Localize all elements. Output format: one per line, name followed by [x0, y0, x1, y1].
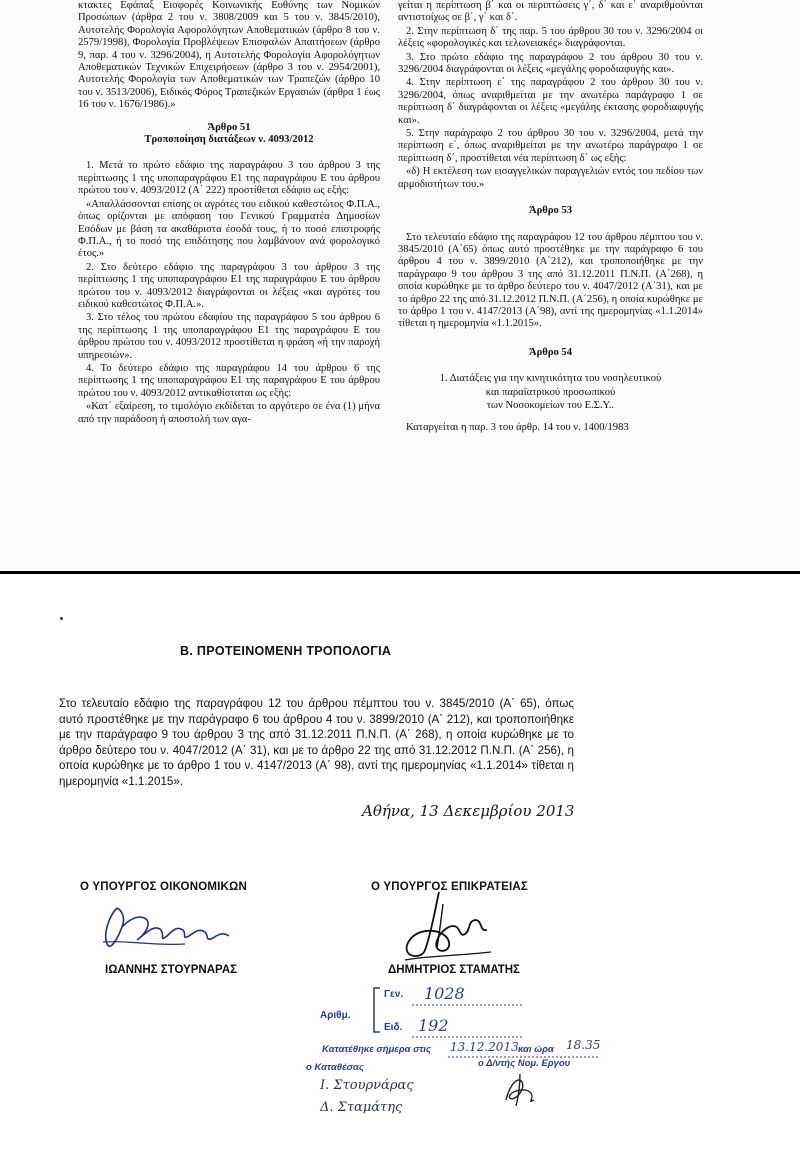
article-54-heading-line: 1. Διατάξεις για την κινητικότητα του νοσηλευτικού — [439, 373, 662, 385]
stamp-gen-number: 1028 — [424, 984, 465, 1003]
article-54-heading-line: των Νοσοκομείων του Ε.Σ.Υ.. — [486, 399, 615, 411]
finance-minister-name: ΙΩΑΝΝΗΣ ΣΤΟΥΡΝΑΡΑΣ — [105, 964, 238, 976]
stamp-eid-label: Ειδ. — [384, 1022, 403, 1033]
stamp-eid-number: 192 — [418, 1016, 449, 1035]
right-column-paragraph: 3. Στο πρώτο εδάφιο της παραγράφου 2 του άρθρου 30 του ν. 3296/2004 διαγράφονται οι λέξεις «μεγάλης φοροδιαφυγής και». — [398, 51, 703, 76]
stamp-gen-label: Γεν. — [384, 989, 404, 1000]
right-column-paragraph: 4. Στην περίπτωση ε΄ της παραγράφου 2 του άρθρου 30 του ν. 3296/2004, όπως αναριθμείται με την ανωτέρω παράγραφο 1 σε περίπτωση δ΄ διαγράφονται οι λέξεις «μεγάλης έκτασης φοροδιαφυγής και». — [398, 77, 703, 126]
article-54-title: Άρθρο 54 — [528, 346, 573, 358]
article-51-paragraph: 4. Το δεύτερο εδάφιο της παραγράφου 14 του άρθρου 6 της περίπτωσης 1 της υποπαραγράφου Ε1 της παραγράφου Ε του άρθρου πρώτου του ν. 4093/2012 αντικαθίσταται ως εξής: — [78, 362, 380, 399]
right-column-paragraph: «δ) Η εκτέλεση των εισαγγελικών παραγγελιών εντός του πεδίου των αρμοδιοτήτων του.» — [398, 166, 703, 190]
article-51-paragraph: 2. Στο δεύτερο εδάφιο της παραγράφου 3 του άρθρου 3 της περίπτωσης 1 της υποπαραγράφου Ε1 της παραγράφου Ε του άρθρου πρώτου του ν. 4093/2012 διαγράφονται οι λέξεις «και αγρότες του ειδικού καθεστώτος Φ.Π.Α.». — [78, 261, 380, 310]
stamp-handwritten-name: Ι. Στουρνάρας — [320, 1078, 414, 1093]
finance-minister-signature — [95, 896, 245, 958]
right-column-paragraph: γείται η περίπτωση β΄ και οι περιπτώσεις γ΄, δ΄ και ε΄ αναριθμούνται αντιστοίχως σε β΄, γ΄ και δ΄. — [398, 0, 703, 24]
stamp-gen-line — [412, 1004, 522, 1007]
article-54-heading-line: και παραϊατρικού προσωπικού — [485, 386, 616, 398]
interior-minister-signature — [395, 890, 505, 966]
interior-minister-title: Ο ΥΠΟΥΡΓΟΣ ΕΠΙΚΡΑΤΕΙΑΣ — [371, 881, 528, 893]
proposal-page — [0, 574, 800, 1155]
right-column-paragraph: 5. Στην παράγραφο 2 του άρθρου 30 του ν. 3296/2004, μετά την περίπτωση ε΄, όπως αναριθμείται με την ανωτέρω παράγραφο 1 σε περίπτωση δ΄, προστίθεται νέα περίπτωση δ΄ ως εξής: — [398, 128, 703, 164]
article-53-title: Άρθρο 53 — [528, 205, 573, 217]
article-51-title: Άρθρο 51 — [207, 121, 251, 133]
article-51-paragraph: 3. Στο τέλος του πρώτου εδαφίου της παραγράφου 5 του άρθρου 6 της περίπτωσης 1 της υποπαραγράφου Ε1 της παραγράφου Ε του άρθρου πρώτου του ν. 4093/2012 προστίθεται η φράση «ή την παροχή υπηρεσιών». — [78, 312, 380, 361]
filing-stamp — [300, 986, 600, 1151]
stamp-handwritten-name: Δ. Σταμάτης — [320, 1100, 403, 1115]
gazette-left-column — [78, 0, 380, 427]
article-51-paragraph: «Κατ΄ εξαίρεση, το τιμολόγιο εκδίδεται το αργότερο σε ένα (1) μήνα από την παράδοση ή αποστολή των αγα- — [78, 401, 380, 425]
scanned-gazette-page — [0, 0, 800, 570]
stamp-director-signature — [496, 1070, 546, 1110]
proposal-heading: Β. ΠΡΟΤΕΙΝΟΜΕΝΗ ΤΡΟΠΟΛΟΓΙΑ — [180, 644, 392, 658]
proposal-text: Στο τελευταίο εδάφιο της παραγράφου 12 του άρθρου πέμπτου του ν. 3845/2010 (Α΄ 65), όπως αυτό προστέθηκε με την παράγραφο 6 του άρθρου 4 του ν. 3899/2010 (Α΄ 212), και τροποποιήθηκε με την παράγραφο 9 του άρθρου 3 της από 31.12.2011 Π.Ν.Π. (Α΄ 268), η οποία κυρώθηκε με το άρθρο δεύτερο του ν. 4047/2012 (Α΄ 31), και με το άρθρο 22 της από 31.12.2012 Π.Ν.Π. (Α΄ 256), η οποία κυρώθηκε με το άρθρο 1 του ν. 4147/2013 (Α΄ 98), αντί της ημερομηνίας «1.1.2014» τίθεται η ημερομηνία «1.1.2015». — [59, 697, 574, 788]
stamp-eid-line — [412, 1036, 522, 1039]
stamp-depositor-label: ο Καταθέσας — [306, 1062, 364, 1073]
article-51-paragraph: 1. Μετά το πρώτο εδάφιο της παραγράφου 3 του άρθρου 3 της περίπτωσης 1 της υποπαραγράφου Ε1 της παραγράφου Ε του άρθρου πρώτου του ν. 4093/2012 (Α΄ 222) προστίθεται εδάφιο ως εξής: — [78, 160, 380, 197]
finance-minister-title: Ο ΥΠΟΥΡΓΟΣ ΟΙΚΟΝΟΜΙΚΩΝ — [80, 881, 247, 893]
stamp-filed-label: Κατατέθηκε σήμερα στις — [322, 1044, 431, 1055]
stamp-arithm-label: Αριθμ. — [320, 1010, 351, 1021]
stamp-bracket — [370, 986, 382, 1034]
right-column-paragraph: 2. Στην περίπτωση δ΄ της παρ. 5 του άρθρου 30 του ν. 3296/2004 οι λέξεις «φορολογικές και τελωνειακές» διαγράφονται. — [398, 25, 703, 50]
left-column-opening: κτακτες Εφάπαξ Εισφορές Κοινωνικής Ευθύνης των Νομικών Προσώπων (άρθρα 2 του ν. 3808/2009 και 5 του ν. 3845/2010), Αυτοτελής Φορολογία Αφορολόγητων Αποθεματικών (άρθρο 8 του ν. 2579/1998), Φορολογία Προβλέψεων Επισφαλών Απαιτήσεων (άρθρο 9, παρ. 4 του ν. 3296/2004), η Αυτοτελής Φορολογία Αφορολόγητων Αποθεματικών Τεχνικών Επιχειρήσεων (άρθρο 3 του ν. 2954/2001), Αυτοτελής Φορολογία των Αποθεματικών των Τραπεζών (άρθρο 10 του ν. 3513/2006), Ειδικός Φόρος Τραπεζικών Εργασιών (άρθρα 1 έως 16 του ν. 1676/1986).» — [78, 0, 380, 111]
stamp-time-label: και ώρα — [518, 1044, 554, 1055]
gazette-right-column — [398, 0, 703, 436]
stamp-time-value: 18.35 — [566, 1038, 601, 1052]
article-53-text: Στο τελευταίο εδάφιο της παραγράφου 12 του άρθρου πέμπτου του ν. 3845/2010 (Α΄65) όπως αυτό προστέθηκε με την παράγραφο 6 του άρθρου 4 του ν. 3899/2010 (Α΄212), και τροποποιήθηκε με την παράγραφο 9 του άρθρου 3 της από 31.12.2011 Π.Ν.Π. (Α΄268), η οποία κυρώθηκε με το άρθρο δεύτερο του ν. 4047/2012 (Α΄31), και με το άρθρο 22 της από 31.12.2012 Π.Ν.Π. (Α΄256), η οποία κυρώθηκε με το άρθρο 1 του ν. 4147/2013 (Α΄98), αντί της ημερομηνίας «1.1.2014» τίθεται η ημερομηνία «1.1.2015». — [398, 231, 703, 330]
handwritten-place-date: Αθήνα, 13 Δεκεμβρίου 2013 — [362, 802, 575, 820]
interior-minister-name: ΔΗΜΗΤΡΙΟΣ ΣΤΑΜΑΤΗΣ — [388, 964, 520, 976]
article-54-text: Καταργείται η παρ. 3 του άρθρ. 14 του ν. 1400/1983 — [406, 422, 629, 434]
stamp-filed-date: 13.12.2013 — [450, 1040, 519, 1054]
stamp-director-label: ο Δ/ντής Νομ. Εργου — [478, 1058, 571, 1069]
article-51-subtitle: Τροποποίηση διατάξεων ν. 4093/2012 — [144, 134, 314, 146]
article-51-paragraph: «Απαλλάσσονται επίσης οι αγρότες του ειδικού καθεστώτος Φ.Π.Α., όπως ορίζονται με απόφαση του Γενικού Γραμματέα Δημοσίων Εσόδων με βάση τα ακαθάριστα έσοδά τους, ή το ποσό επιστροφής Φ.Π.Α., ή το ποσό της επιδότησης που λαμβάνουν ανά φορολογικό έτος.» — [78, 198, 380, 260]
scan-speck — [60, 617, 63, 620]
